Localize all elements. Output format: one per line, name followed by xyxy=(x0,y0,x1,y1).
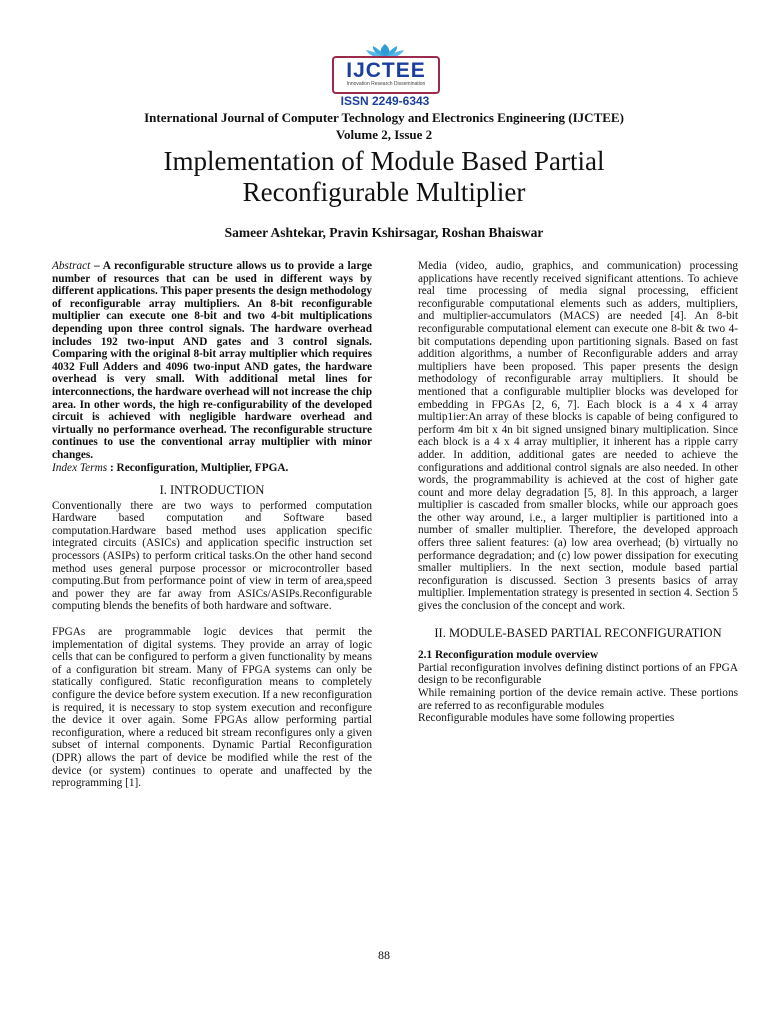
intro-paragraph-1: Conventionally there are two ways to performed computation Hardware based computation and Software based computation.Hardware based method uses application specific integrated circuits (ASICs) and application specific instruction set processors (ASIPs) to perform critical tasks.On the other hand second method uses general purpose processor or microcontroller based computing.But from performance point of view in term of area,speed and power they are far away from ASICs/ASIPs.Reconfigurable computing blends the benefits of both hardware and software. xyxy=(52,499,372,613)
intro-paragraph-3: Media (video, audio, graphics, and communication) processing applications have recently received significant attentions. To achieve real time processing of media signal processing, efficient reconfigurable computational elements such as adders, multipliers, and multiplier-accumulators (MACS) are needed [4]. An 8-bit reconfigurable computational element can execute one 8-bit & two 4-bit computations depending upon partitioning signals. Based on fast addition algorithms, a number of Reconfigurable adders and array multipliers have been proposed. This paper presents the design methodology of reconfigurable array multipliers. It should be mentioned that a configurable multiplier blocks was developed for embedding in FPGAs [2, 6, 7]. Each block is a 4 x 4 array multip1ier:An array of these blocks is capable of being configured to perform 4m bit x 4n bit signed unsigned binary multiplication. Since each block is a 4 x 4 array multiplier, it inherent has a ripple carry adder. In addition, additional gates are needed to achieve the configurations and additional control signals are also needed. In other words, the programmability is achieved at the cost of higher gate count and more delay degradation [5, 8]. In this approach, a larger multiplier is cascaded from smaller blocks, while our approach goes the other way around, i.e., a larger multiplier is partitioned into a number of smaller multiplier. Therefore, the developed approach offers three salient features: (a) low area overhead; (b) virtually no performance degradation; and (c) low power dissipation for executing smaller multipliers. In the next section, module based partial reconfiguration is discussed. Section 3 presents basics of array multiplier. Implementation strategy is presented in section 4. Section 5 gives the conclusion of the concept and work. xyxy=(418,260,738,613)
page-number: 88 xyxy=(378,948,390,962)
section-2-paragraph-2: While remaining portion of the device remain active. These portions are referred to as reconfigurable modules xyxy=(418,687,738,712)
volume-issue: Volume 2, Issue 2 xyxy=(335,127,433,142)
abstract-label: Abstract xyxy=(52,260,91,272)
section-2-paragraph-3: Reconfigurable modules have some following properties xyxy=(418,712,675,725)
authors: Sameer Ashtekar, Pravin Kshirsagar, Roshan Bhaiswar xyxy=(224,225,544,240)
section-2-heading xyxy=(418,627,738,640)
index-terms-text: : Reconfiguration, Multiplier, FPGA. xyxy=(107,461,289,474)
section-2-paragraph-1: Partial reconfiguration involves defining distinct portions of an FPGA design to be reconfigurable xyxy=(418,661,738,687)
subsection-2-1-heading: 2.1 Reconfiguration module overview xyxy=(418,649,599,662)
issn: ISSN 2249-6343 xyxy=(340,94,430,108)
paper-title-line-2: Reconfigurable Multiplier xyxy=(242,177,526,207)
logo-tagline: Innovation Research Dissemination xyxy=(346,81,426,87)
abstract xyxy=(52,260,372,462)
abstract-text: – A reconfigurable structure allows us to provide a large number of resources that can be used in different ways by different applications. This paper presents the design methodology of reconfigurable array multipliers. An 8-bit reconfigurable multiplier can execute one 8-bit and two 4-bit multiplications depending upon three control signals. The hardware overhead includes 192 two-input AND gates and 3 control signals. Comparing with the original 8-bit array multiplier which requires 4032 Full Adders and 4096 two-input AND gates, the hardware overhead is very small. With additional metal lines for interconnections, the hardware overhead will not increase the chip area. In other words, the high re-configurability of the developed circuit is achieved with negligible hardware overhead and virtually no performance overhead. The reconfigurable structure continues to use the conventional array multiplier with minor changes. xyxy=(52,260,372,461)
index-terms-label: Index Terms xyxy=(52,461,108,474)
section-2-title: ODULE-BASED PARTIAL RECONFIGURATION xyxy=(460,625,722,640)
paper-title xyxy=(0,146,768,208)
intro-paragraph-2: FPGAs are programmable logic devices that permit the implementation of digital systems. They provide an array of logic cells that can be configured to perform a given functionality by means of a configuration bit stream. Many of FPGA systems can only be statically configured. Static reconfiguration means to completely configure the device before system execution. If a new reconfiguration is required, it is necessary to stop system execution and reconfigure the device it over again. Some FPGAs allow performing partial reconfiguration, where a reduced bit stream reconfigures only a given subset of internal components. Dynamic Partial Reconfiguration (DPR) allows the part of device be modified while the rest of the device (or system) continues to operate and unaffected by the reprogramming [1]. xyxy=(52,626,372,790)
section-2-number: II. M xyxy=(434,625,461,640)
section-1-number: I. I xyxy=(159,483,175,498)
index-terms xyxy=(52,462,372,475)
left-column xyxy=(52,260,372,790)
right-column xyxy=(418,260,738,725)
logo-text: IJCTEE xyxy=(346,59,426,82)
journal-name: International Journal of Computer Technology and Electronics Engineering (IJCTEE) xyxy=(144,110,624,125)
logo-box xyxy=(332,56,440,94)
section-1-heading xyxy=(52,484,372,497)
journal-logo xyxy=(330,42,440,108)
paper-title-line-1: Implementation of Module Based Partial xyxy=(163,146,605,176)
section-1-title: NTRODUCTION xyxy=(174,483,265,498)
